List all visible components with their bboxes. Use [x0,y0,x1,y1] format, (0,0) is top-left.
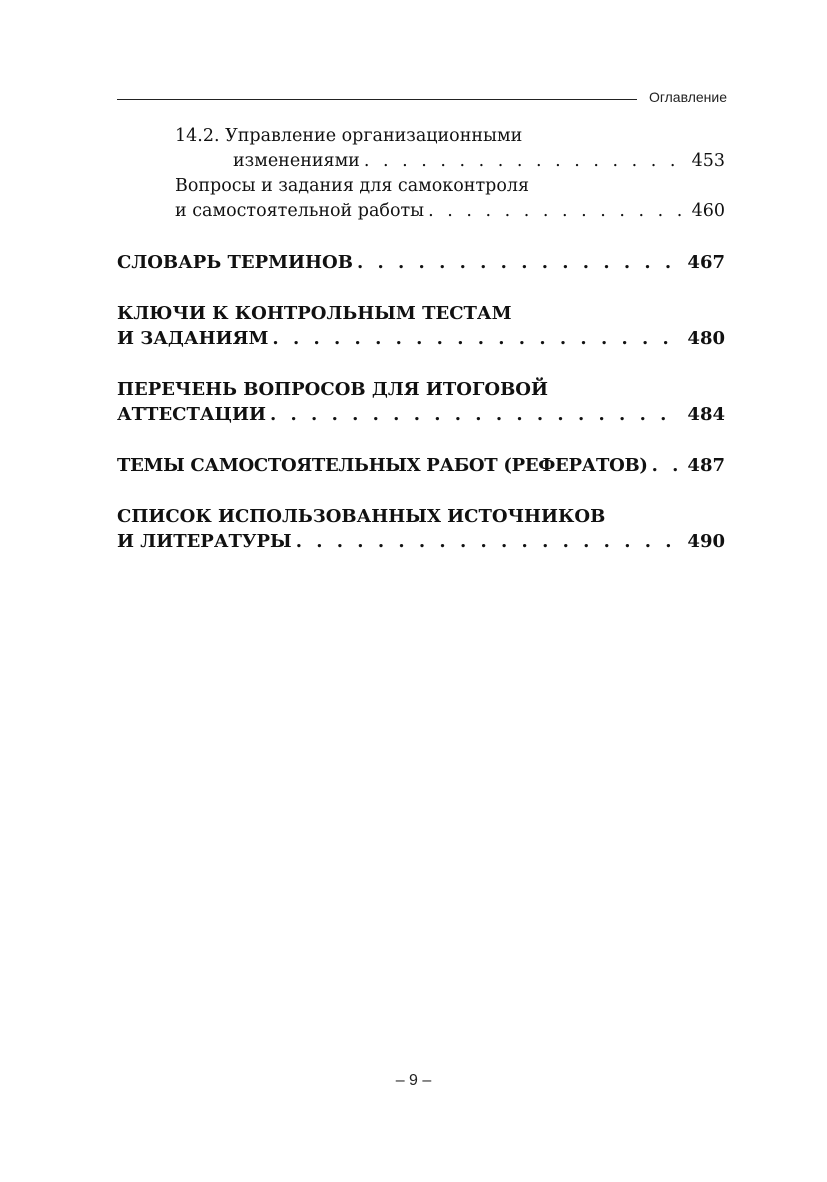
toc-entry-text: СПИСОК ИСПОЛЬЗОВАННЫХ ИСТОЧНИКОВ [117,506,606,527]
toc-entry-text: и самостоятельной работы [175,201,425,221]
toc-entry-text: КЛЮЧИ К КОНТРОЛЬНЫМ ТЕСТАМ [117,303,512,324]
toc-entry-14-2[interactable] [233,149,725,174]
dot-leader [270,402,681,427]
toc-entry-references[interactable] [117,504,725,554]
toc-page-number: 460 [691,201,725,221]
toc-entry-text: изменениями [233,151,360,171]
dot-leader [652,453,682,478]
toc-entry-answer-keys[interactable] [117,301,725,351]
toc-entry-text: И ЛИТЕРАТУРЫ [117,531,292,552]
toc-entry-questions-title [175,174,725,199]
toc-entry-text: СЛОВАРЬ ТЕРМИНОВ [117,252,353,273]
page-number: – 9 – [395,1072,432,1089]
dot-leader [357,250,681,275]
toc-entry-final-questions[interactable] [117,377,725,427]
dot-leader [364,149,686,174]
toc-page-number: 490 [687,531,725,552]
toc-page-number: 480 [687,328,725,349]
table-of-contents [117,124,725,554]
running-header-title: Оглавление [648,89,727,105]
toc-entry-text: ПЕРЕЧЕНЬ ВОПРОСОВ ДЛЯ ИТОГОВОЙ [117,379,548,400]
toc-entry-14-2-title [175,124,725,149]
toc-entry-essay-topics[interactable] [117,453,725,478]
toc-entry-questions[interactable] [175,199,725,224]
toc-entry-text: И ЗАДАНИЯМ [117,328,269,349]
toc-entry-text: Вопросы и задания для самоконтроля [175,176,530,196]
toc-entry-text: 14.2. Управление организационными [175,126,523,146]
toc-entry-text: АТТЕСТАЦИИ [117,404,266,425]
toc-page-number: 453 [691,151,725,171]
dot-leader [296,529,682,554]
dot-leader [428,199,686,224]
toc-entry-text: ТЕМЫ САМОСТОЯТЕЛЬНЫХ РАБОТ (РЕФЕРАТОВ) [117,455,648,476]
toc-page-number: 487 [687,455,725,476]
toc-page-number: 467 [687,252,725,273]
header-rule [117,99,637,100]
dot-leader [272,326,681,351]
toc-page-number: 484 [687,404,725,425]
toc-entry-glossary[interactable] [117,250,725,275]
